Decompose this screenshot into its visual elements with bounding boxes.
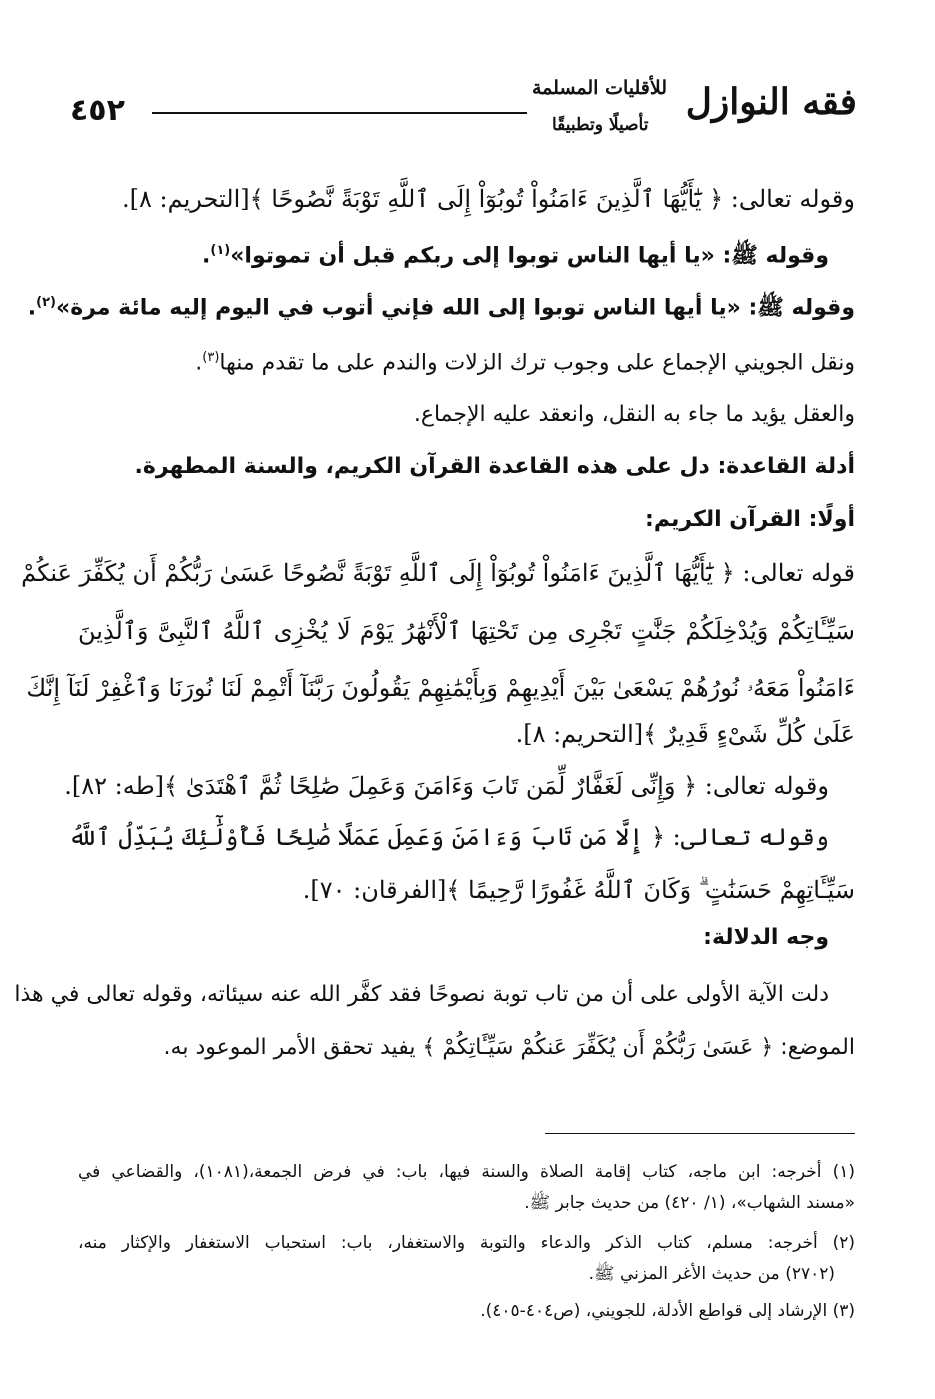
section-heading: وجه الدلالة: [703,925,829,950]
text-line: والعقل يؤيد ما جاء به النقل، وانعقد عليه الإجماع. [413,402,855,427]
footnote-ref: (٢) [36,295,56,310]
text-line: عَلَىٰ كُلِّ شَىْءٍ قَدِيرٌ ﴾[التحريم: ٨]. [515,720,855,748]
footnote-line: (٢٧٠٢) من حديث الأغر المزني ﷺ. [588,1264,835,1284]
text-line: سَيِّـَٔاتِكُمْ وَيُدْخِلَكُمْ جَنَّٰتٍ تَجْرِى مِن تَحْتِهَا ٱلْأَنْهَٰرُ يَوْمَ لَا يُخْزِى ٱللَّهُ ٱلنَّبِىَّ وَٱلَّذِينَ [78,617,855,645]
text-line: أدلة القاعدة: دل على هذه القاعدة القرآن الكريم، والسنة المطهرة. [134,454,855,479]
footnote-rule [545,1133,855,1134]
hadith-text: وقوله ﷺ: «يا أيها الناس توبوا إلى ربكم قبل أن تموتوا» [230,243,829,269]
text-line: وقوله تعالى: ﴿ يَٰٓأَيُّهَا ٱلَّذِينَ ءَامَنُواْ تُوبُوٓاْ إِلَى ٱللَّهِ تَوْبَةً نَّصُوحًا ﴾[التحريم: ٨]. [122,185,855,213]
book-title-sub: للأقليات المسلمة [532,77,667,99]
page-number: ٤٥٢ [70,93,125,128]
book-title-sub2: تأصيلًا وتطبيقًا [552,115,649,135]
footnote-ref: (١) [210,243,231,258]
text-line: وقوله ﷺ: «يا أيها الناس توبوا إلى الله فإني أتوب في اليوم إليه مائة مرة»$^{(٢)}$. [27,295,855,321]
text-line: دلت الآية الأولى على أن من تاب توبة نصوحًا فقد كفَّر الله عنه سيئاته، وقوله تعالى في هذا [14,982,829,1007]
footnote-line: (٢) أخرجه: مسلم، كتاب الذكر والدعاء والتوبة والاستغفار، باب: استحباب الاستغفار والإكثار منه، [78,1233,855,1253]
text-line: ءَامَنُواْ مَعَهُۥ نُورُهُمْ يَسْعَىٰ بَيْنَ أَيْدِيهِمْ وَبِأَيْمَٰنِهِمْ يَقُولُونَ رَبَّنَآ أَتْمِمْ لَنَا نُورَنَا وَٱغْفِرْ لَنَآ إِنَّكَ [26,674,855,702]
text-line: الموضع: ﴿ عَسَىٰ رَبُّكُمْ أَن يُكَفِّرَ عَنكُمْ سَيِّـَٔاتِكُمْ ﴾ يفيد تحقق الأمر الموعود به. [163,1035,855,1060]
text-line: ونقل الجويني الإجماع على وجوب ترك الزلات والندم على ما تقدم منها$^{(٣)}$. [195,350,855,376]
text-line: وقوله تعالى: ﴿ وَإِنِّى لَغَفَّارٌ لِّمَن تَابَ وَءَامَنَ وَعَمِلَ صَٰلِحًا ثُمَّ ٱهْتَدَىٰ ﴾[طه: ٨٢]. [64,772,829,800]
book-title-main: فقه النوازل [685,81,857,123]
hadith-text: وقوله ﷺ: «يا أيها الناس توبوا إلى الله فإني أتوب في اليوم إليه مائة مرة» [56,295,855,321]
header-rule [152,112,527,114]
text-line: قوله تعالى: ﴿ يَٰٓأَيُّهَا ٱلَّذِينَ ءَامَنُواْ تُوبُوٓاْ إِلَى ٱللَّهِ تَوْبَةً نَّصُوحًا عَسَىٰ رَبُّكُمْ أَن يُكَفِّرَ عَنكُمْ [21,559,855,587]
footnote-ref: (٣) [202,350,220,365]
text-line: وقوله تعالى: ﴿ إِلَّا مَن تَابَ وَءَامَنَ وَعَمِلَ عَمَلًا صَٰلِحًا فَأُوْلَٰٓئِكَ يُبَدِّلُ ٱللَّهُ [68,823,829,851]
section-heading: أولًا: القرآن الكريم: [645,507,855,532]
paragraph-text: ونقل الجويني الإجماع على وجوب ترك الزلات والندم على ما تقدم منها [219,350,855,376]
footnote-line: (٣) الإرشاد إلى قواطع الأدلة، للجويني، (ص٤٠٤-٤٠٥). [480,1301,855,1321]
text-line: سَيِّـَٔاتِهِمْ حَسَنَٰتٍ ۗ وَكَانَ ٱللَّهُ غَفُورًا رَّحِيمًا ﴾[الفرقان: ٧٠]. [302,876,855,904]
page-header [70,75,857,165]
text-line: وقوله ﷺ: «يا أيها الناس توبوا إلى ربكم قبل أن تموتوا»$^{(١)}$. [202,243,829,269]
book-title [532,75,857,155]
footnote-line: «مسند الشهاب»، (١/ ٤٢٠) من حديث جابر ﷺ. [524,1193,855,1213]
footnote-line: (١) أخرجه: ابن ماجه، كتاب إقامة الصلاة والسنة فيها، باب: في فرض الجمعة،(١٠٨١)، والقضاعي في [78,1162,855,1182]
